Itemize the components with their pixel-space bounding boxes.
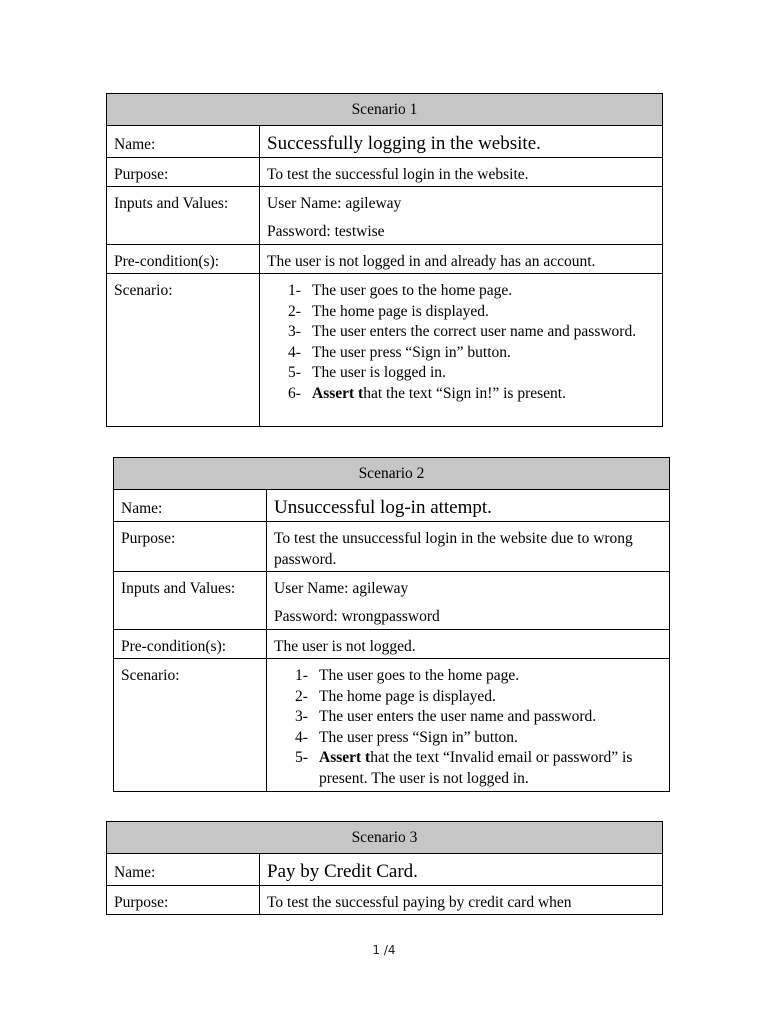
scenario-title: Scenario 1 [107,94,663,126]
step-item: 4- The user press “Sign in” button. [288,343,511,361]
scenario-label: Scenario: [107,274,260,427]
scenario-purpose: To test the unsuccessful login in the website due to wrong password. [267,522,670,572]
step-item: 5- Assert that the text “Invalid email or password” is present. The user is not logged in. [295,749,633,787]
inputs-label: Inputs and Values: [107,187,260,245]
scenario-label: Scenario: [114,659,267,792]
step-item: 6- Assert that the text “Sign in!” is present. [288,384,566,402]
step-item: 5- The user is logged in. [288,364,446,381]
scenario-name: Pay by Credit Card. [260,854,663,886]
scenario-title: Scenario 2 [114,458,670,490]
step-item: 2- The home page is displayed. [288,302,489,320]
step-item: 2- The home page is displayed. [295,687,496,705]
scenario-purpose: To test the successful paying by credit card when [260,886,663,915]
step-item: 4- The user press “Sign in” button. [295,728,518,746]
inputs-label: Inputs and Values: [114,572,267,630]
scenario-title: Scenario 3 [107,822,663,854]
scenario-name: Unsuccessful log-in attempt. [267,490,670,522]
purpose-label: Purpose: [107,158,260,187]
input-password: Password: testwise [267,222,385,240]
scenario-inputs [267,572,670,630]
input-username: User Name: agileway [274,580,409,597]
purpose-label: Purpose: [107,886,260,915]
scenario-inputs [260,187,663,245]
step-item: 1- The user goes to the home page. [288,282,513,299]
precondition-label: Pre-condition(s): [107,245,260,274]
purpose-label: Purpose: [114,522,267,572]
scenario-steps [260,274,663,427]
scenario-3-table [106,821,663,915]
input-username: User Name: agileway [267,195,402,212]
name-label: Name: [114,490,267,522]
scenario-1-table [106,93,663,427]
scenario-2-table [113,457,670,792]
page-number: 1 /4 [372,943,396,957]
name-label: Name: [107,854,260,886]
name-label: Name: [107,126,260,158]
precondition-label: Pre-condition(s): [114,630,267,659]
scenario-purpose: To test the successful login in the website. [260,158,663,187]
step-item: 1- The user goes to the home page. [295,667,520,684]
step-item: 3- The user enters the correct user name and password. [288,323,637,340]
scenario-precondition: The user is not logged. [267,630,670,659]
step-item: 3- The user enters the user name and password. [295,708,597,725]
scenario-steps [267,659,670,792]
scenario-name: Successfully logging in the website. [260,126,663,158]
input-password: Password: wrongpassword [274,607,440,625]
scenario-precondition: The user is not logged in and already has an account. [260,245,663,274]
